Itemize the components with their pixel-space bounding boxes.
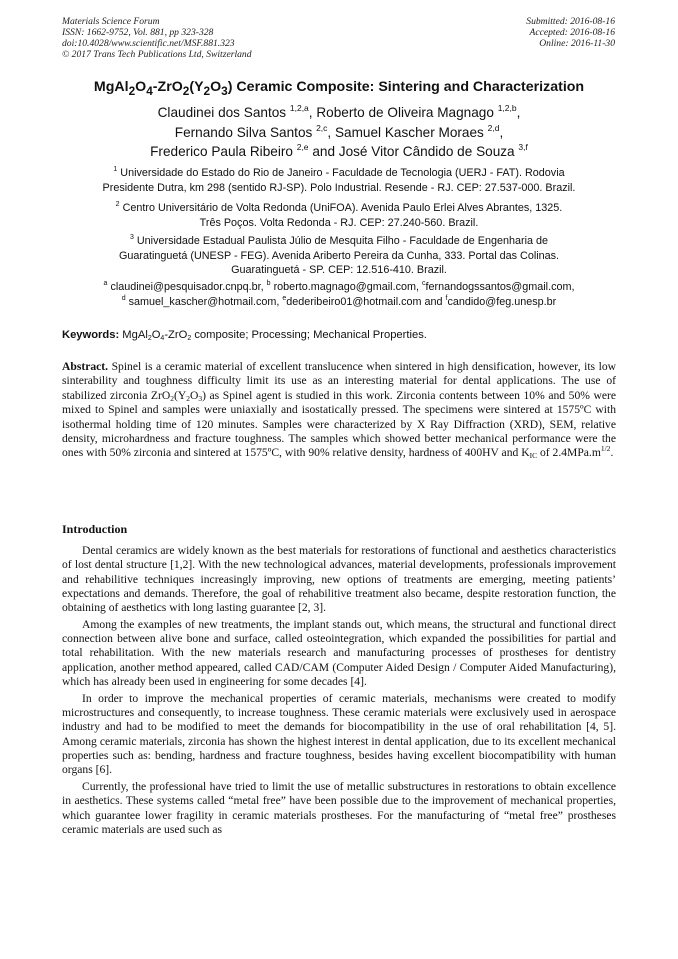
email-link[interactable]: samuel_kascher@hotmail.com, bbox=[128, 295, 280, 308]
author-name: José Vitor Cândido de Souza bbox=[338, 144, 515, 159]
email-link[interactable]: dederibeiro01@hotmail.com and bbox=[286, 295, 443, 308]
doi: doi:10.4028/www.scientific.net/MSF.881.323 bbox=[62, 38, 235, 49]
email-link[interactable]: claudinei@pesquisador.cnpq.br, bbox=[110, 281, 264, 293]
affiliation-2: $^2$ Centro Universitário de Volta Redonda (UniFOA). Avenida Paulo Erlei Alves Abrantes, 1325. Três Poços. Volta Redonda - RJ. CEP: 27.240-560. Brazil. bbox=[115, 201, 563, 229]
author-name: Samuel Kascher Moraes bbox=[334, 124, 484, 140]
journal-info bbox=[62, 16, 252, 60]
email-link[interactable]: fernandogssantos@gmail.com, bbox=[425, 281, 575, 293]
abstract-label: Abstract. bbox=[62, 360, 109, 373]
affiliation-1: $^1$ Universidade do Estado do Rio de Janeiro - Faculdade de Tecnologia (UERJ - FAT). Rodovia Presidente Dutra, km 298 (sentido RJ-SP). Polo Industrial. Resende - RJ. CEP: 27.537-000. Brazil. bbox=[102, 166, 576, 194]
emails: $^a$ claudinei@pesquisador.cnpq.br, $^b$ roberto.magnago@gmail.com, $^c$fernandogssantos@gmail.com, $^d$ samuel_kascher@hotmail.com, $^e$dederibeiro01@hotmail.com and $^f$candido@feg.unesp.br bbox=[103, 280, 575, 308]
abstract: Abstract. Spinel is a ceramic material of excellent translucence when sintered in high densification, however, its low sinterability and toughness difficulty limit its use as an interesting material for dental applications. The use of stabilized zirconia $ZrO_2(Y_2O_3)$ as Spinel agent is studied in this work. Zirconia contents between 10% and 50% were mixed to Spinel and samples were uniaxially and isostatically pressed. The specimens were sintered at 1575ºC with isothermal holding time of 120 minutes. Samples were characterized by X Ray Diffraction (XRD), SEM, relative density, microhardness and fracture toughness. The samples which showed better mechanical performance were the ones with 50% zirconia and sintered at 1575ºC, with 90% relative density, hardness of 400HV and $K_{IC}$ of $2.4MPa.m^{1/2}$. bbox=[62, 360, 617, 461]
journal-name: Materials Science Forum bbox=[62, 16, 160, 27]
author-name: Roberto de Oliveira Magnago bbox=[316, 105, 494, 120]
issn: ISSN: 1662-9752, Vol. 881, pp 323-328 bbox=[62, 27, 214, 38]
introduction-body bbox=[62, 544, 616, 840]
author-name: Claudinei dos Santos bbox=[157, 105, 287, 120]
email-link[interactable]: candido@feg.unesp.br bbox=[447, 295, 557, 308]
authors: Claudinei dos Santos $^{1,2,a}$, Roberto de Oliveira Magnago $^{1,2,b}$, Fernando Silva Santos $^{2,c}$, Samuel Kascher Moraes $^{2,d}$, Frederico Paula Ribeiro $^{2,e}$ and José Vitor Cândido de Souza $^{3,f}$ bbox=[150, 103, 528, 159]
paper-title: $MgAl_2O_4-ZrO_2(Y_2O_3)$ Ceramic Composite: Sintering and Characterization bbox=[93, 79, 585, 98]
keywords-label: Keywords: bbox=[62, 329, 120, 341]
email-link[interactable]: roberto.magnago@gmail.com, bbox=[273, 281, 419, 293]
submitted-date: Submitted: 2016-08-16 bbox=[526, 16, 615, 27]
section-heading: Introduction bbox=[62, 522, 128, 536]
affiliation-3: $^3$ Universidade Estadual Paulista Júlio de Mesquita Filho - Faculdade de Engenharia de Guaratinguetá (UNESP - FEG). Avenida Ariberto Pereira da Cunha, 333. Portal das Colinas. Guaratinguetá - SP. CEP: 12.516-410. Brazil. bbox=[118, 234, 560, 276]
paragraph: Currently, the professional have tried to limit the use of metallic substructures in restorations to obtain excellence in aesthetics. These systems called “metal free” have been possible due to the improvement of mechanical properties, which guarantee lower fragility in ceramic materials prostheses. For the manufacturing of “metal free” prostheses ceramic materials are used such as bbox=[62, 779, 616, 836]
accepted-date: Accepted: 2016-08-16 bbox=[529, 27, 615, 38]
copyright: © 2017 Trans Tech Publications Ltd, Switzerland bbox=[62, 49, 252, 60]
paragraph: Dental ceramics are widely known as the best materials for restorations of functional and aesthetics characteristics of lost dental structure [1,2]. With the new technological advances, material developments, professionals improvement and rehabilitive techniques increasingly improving, new options of treatments are emerging, meeting patients’ expectations and demands. Therefore, the goal of rehabilitive treatment also became, despite restoration function, the obtaining of aesthetics with long lasting guarantee [2, 3]. bbox=[62, 544, 616, 615]
paragraph: In order to improve the mechanical properties of ceramic materials, mechanisms were created to modify microstructures and consequently, to increase toughness. These ceramic materials were exclusively used in aerospace industry and had to be modified to meet the demands for biocompatibility in the use of oral rehabilitation [4, 5]. Among ceramic materials, zirconia has shown the highest interest in dental application, due to its excellent mechanical properties such as: bending, hardness and fracture toughness, besides having excellent biocompatibility with human organs [6]. bbox=[62, 691, 616, 777]
author-name: Fernando Silva Santos bbox=[174, 124, 313, 140]
author-name: Frederico Paula Ribeiro bbox=[150, 144, 293, 159]
dates-info bbox=[526, 16, 615, 49]
paragraph: Among the examples of new treatments, the implant stands out, which means, the structural and functional direct connection between alive bone and surface, called osteointegration, which expanded the possibilities for partial and total rehabilitation. With the new materials research and manufacturing processes of prostheses for dentistry application, another method appeared, called CAD/CAM (Computer Aided Design / Computer Aided Manufacturing), which has already been used in engineering for some decades [4]. bbox=[62, 617, 616, 689]
keywords: Keywords: $MgAl_2O_4-ZrO_2$ composite; Processing; Mechanical Properties. bbox=[62, 329, 427, 342]
online-date: Online: 2016-11-30 bbox=[539, 38, 615, 49]
